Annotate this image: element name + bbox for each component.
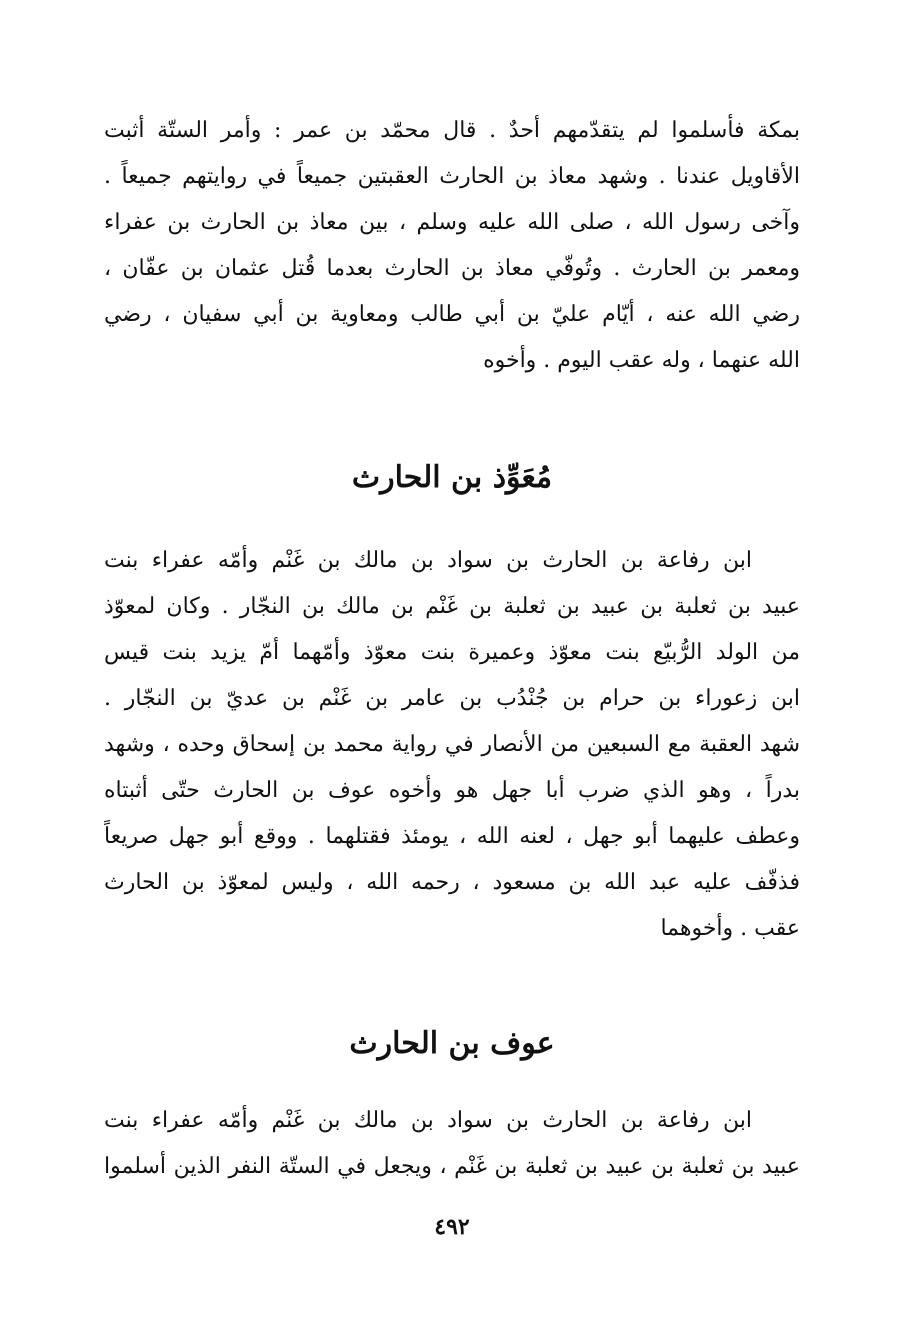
paragraph-continuation	[104, 108, 800, 384]
text-line: عقب . وأخوهما	[660, 916, 800, 941]
text-line: فذفّف عليه عبد الله بن مسعود ، رحمه الله ، وليس لمعوّذ بن الحارث	[104, 870, 800, 895]
text-line: ابن رفاعة بن الحارث بن سواد بن مالك بن غَنْم وأمّه عفراء بنت	[104, 548, 752, 573]
text-line: ومعمر بن الحارث . وتُوفّي معاذ بن الحارث بعدما قُتل عثمان بن عفّان ،	[104, 256, 800, 281]
text-line: ابن رفاعة بن الحارث بن سواد بن مالك بن غَنْم وأمّه عفراء بنت	[104, 1108, 752, 1133]
section-title-muawwidh: مُعَوِّذ بن الحارث	[351, 460, 553, 495]
text-line: عبيد بن ثعلبة بن عبيد بن ثعلبة بن غَنْم ، ويجعل في الستّة النفر الذين أسلموا	[104, 1154, 800, 1179]
text-line: بدراً ، وهو الذي ضرب أبا جهل هو وأخوه عوف بن الحارث حتّى أثبتاه	[104, 778, 800, 803]
text-line: بمكة فأسلموا لم يتقدّمهم أحدٌ . قال محمّد بن عمر : وأمر الستّة أثبت	[104, 118, 800, 143]
section-body-muawwidh	[104, 538, 800, 952]
text-line: شهد العقبة مع السبعين من الأنصار في رواية محمد بن إسحاق وحده ، وشهد	[104, 732, 800, 757]
text-line: رضي الله عنه ، أيّام عليّ بن أبي طالب ومعاوية بن أبي سفيان ، رضي	[104, 302, 800, 327]
text-line: وعطف عليهما أبو جهل ، لعنه الله ، يومئذ فقتلهما . ووقع أبو جهل صريعاً	[104, 824, 800, 849]
text-line: من الولد الرُّبيّع بنت معوّذ وعميرة بنت معوّذ وأمّهما أمّ يزيد بنت قيس	[104, 640, 800, 665]
text-line: عبيد بن ثعلبة بن عبيد بن ثعلبة بن غَنْم بن مالك بن النجّار . وكان لمعوّذ	[104, 594, 800, 619]
section-title-awf: عوف بن الحارث	[349, 1026, 555, 1061]
text-line: ابن زعوراء بن حرام بن جُنْدُب بن عامر بن غَنْم بن عديّ بن النجّار .	[104, 686, 800, 711]
section-body-awf	[104, 1098, 800, 1190]
text-line: الله عنهما ، وله عقب اليوم . وأخوه	[483, 348, 800, 373]
page-number: ٤٩٢	[434, 1214, 470, 1240]
text-line: وآخى رسول الله ، صلى الله عليه وسلم ، بين معاذ بن الحارث بن عفراء	[104, 210, 800, 235]
text-line: الأقاويل عندنا . وشهد معاذ بن الحارث العقبتين جميعاً في روايتهم جميعاً .	[104, 164, 800, 189]
